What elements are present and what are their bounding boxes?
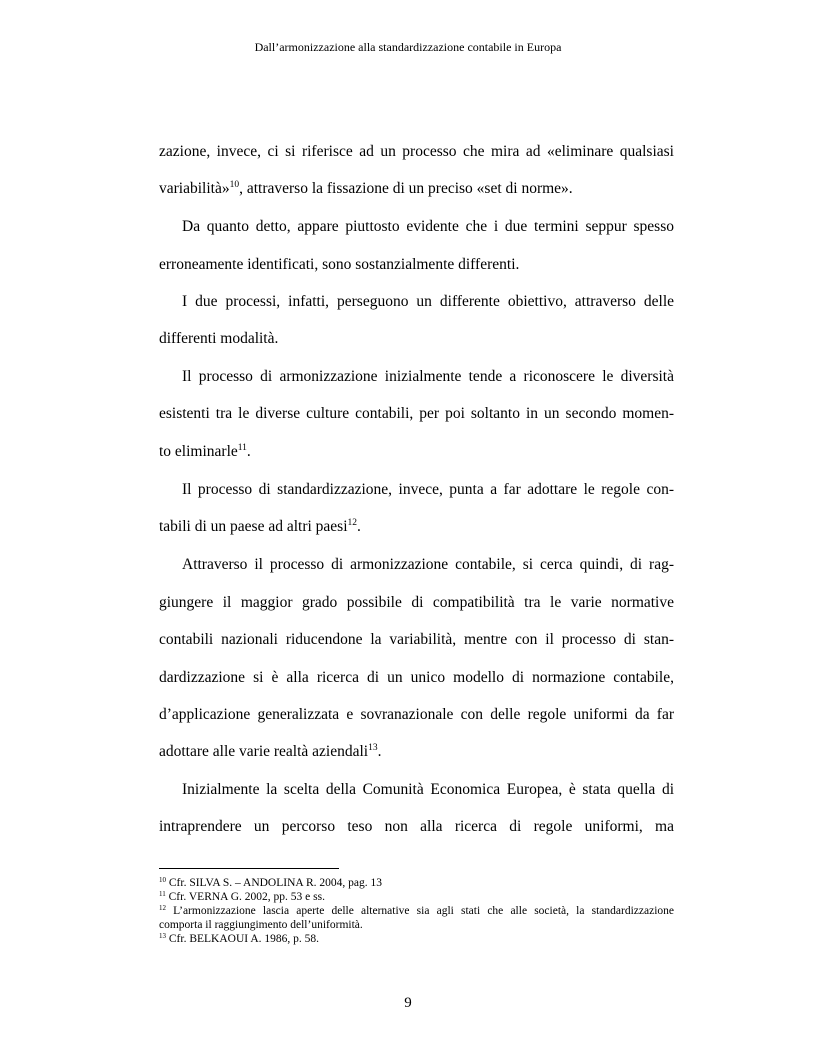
body-line: dardizzazione si è alla ricerca di un unico modello di normazione contabile, [159,669,674,686]
footnote-ref[interactable]: 10 [229,180,240,190]
body-line: Da quanto detto, appare piuttosto evidente che i due termini seppur spesso [182,218,674,235]
body-line: zazione, invece, ci si riferisce ad un processo che mira ad «eliminare qualsiasi [159,143,674,160]
body-line: contabili nazionali riducendone la variabilità, mentre con il processo di stan- [159,631,674,648]
footnote-separator [159,868,339,869]
body-line: Inizialmente la scelta della Comunità Economica Europea, è stata quella di [182,781,674,798]
body-line: Il processo di standardizzazione, invece, punta a far adottare le regole con- [182,481,674,498]
body-line: d’applicazione generalizzata e sovranazionale con delle regole uniformi da far [159,706,674,723]
footnote-ref[interactable]: 13 [368,743,378,753]
body-line: I due processi, infatti, perseguono un differente obiettivo, attraverso delle [182,293,674,310]
body-line: adottare alle varie realtà aziendali$^{13}$. [159,743,382,760]
body-line: tabili di un paese ad altri paesi$^{12}$. [159,518,361,535]
footnote: $^{12}$ L’armonizzazione lascia aperte delle alternative sia agli stati che alle società, la standardizzazione [159,904,674,917]
body-line: variabilità»$^{10}$, attraverso la fissazione di un preciso «set di norme». [159,180,573,197]
body-line: differenti modalità. [159,330,279,347]
body-line: to eliminarle$^{11}$. [159,443,251,460]
running-header: Dall’armonizzazione alla standardizzazione contabile in Europa [254,40,562,54]
body-line: intraprendere un percorso teso non alla ricerca di regole uniformi, ma [159,818,674,835]
footnote: $^{13}$ Cfr. BELKAOUI A. 1986, p. 58. [159,932,320,945]
footnote-ref[interactable]: 12 [347,518,358,528]
body-line: giungere il maggior grado possibile di compatibilità tra le varie normative [159,594,674,611]
body-line: Il processo di armonizzazione inizialmente tende a riconoscere le diversità [182,368,674,385]
footnote-continuation: comporta il raggiungimento dell’uniformità. [159,919,363,931]
body-line: erroneamente identificati, sono sostanzialmente differenti. [159,256,520,273]
footnote: $^{10}$ Cfr. SILVA S. – ANDOLINA R. 2004, pag. 13 [159,876,382,889]
page-number: 9 [404,995,412,1011]
footnote: $^{11}$ Cfr. VERNA G. 2002, pp. 53 e ss. [159,890,325,903]
body-line: Attraverso il processo di armonizzazione contabile, si cerca quindi, di rag- [182,556,674,573]
footnote-ref[interactable]: 11 [237,443,247,453]
body-line: esistenti tra le diverse culture contabili, per poi soltanto in un secondo momen- [159,405,674,422]
